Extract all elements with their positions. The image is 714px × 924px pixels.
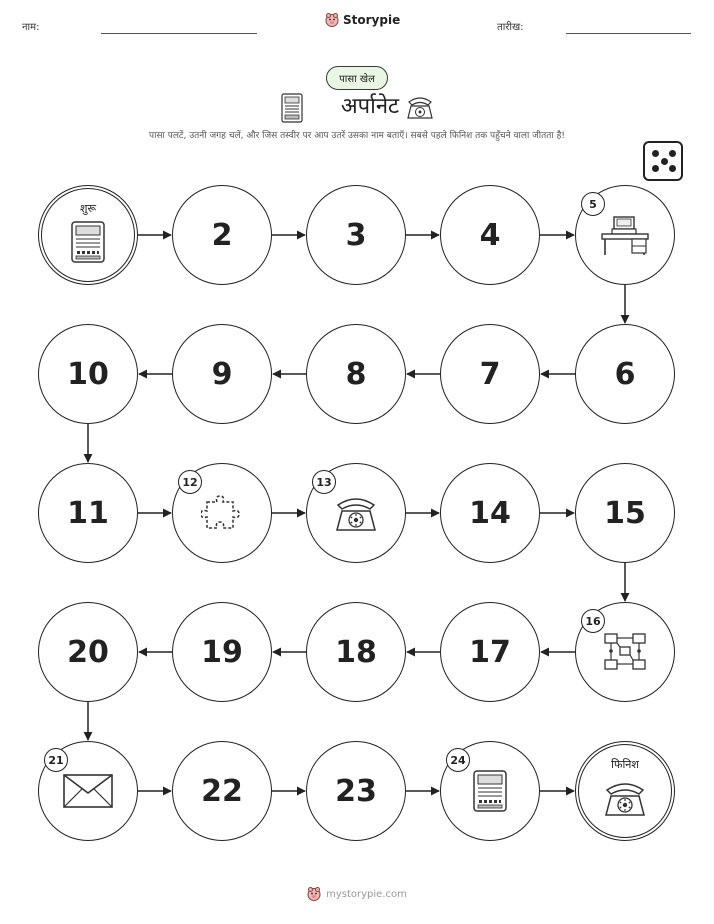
space-number: 10 — [67, 356, 109, 392]
board-space — [38, 602, 138, 702]
board-space — [172, 741, 272, 841]
board-space — [575, 324, 675, 424]
space-number-badge: 16 — [581, 609, 605, 633]
board-space — [172, 185, 272, 285]
pig-logo-icon — [307, 887, 321, 901]
space-number: 4 — [479, 217, 501, 253]
board-space — [575, 463, 675, 563]
finish-label: फिनिश — [611, 758, 639, 771]
space-number: 18 — [335, 634, 377, 670]
date-line[interactable] — [566, 33, 691, 34]
date-label: तारीख: — [497, 22, 524, 33]
space-number: 6 — [614, 356, 636, 392]
start-space — [38, 185, 138, 285]
board-space — [440, 602, 540, 702]
space-number: 15 — [604, 495, 646, 531]
board-space — [575, 602, 675, 702]
rotary-telephone-icon — [406, 94, 434, 120]
name-label: नाम: — [22, 22, 40, 33]
board-space — [306, 324, 406, 424]
space-number-badge: 13 — [312, 470, 336, 494]
start-label: शुरू — [79, 202, 97, 215]
space-number-badge: 5 — [581, 192, 605, 216]
rotary-telephone-icon — [334, 493, 378, 533]
footer — [0, 887, 714, 901]
board-space — [440, 324, 540, 424]
space-number: 8 — [345, 356, 367, 392]
space-number: 9 — [211, 356, 233, 392]
brand-logo — [325, 13, 400, 27]
board-space — [172, 324, 272, 424]
rotary-telephone-icon — [603, 764, 647, 818]
teleprinter-icon — [472, 769, 508, 813]
board-space — [306, 741, 406, 841]
teleprinter-icon — [281, 93, 303, 123]
space-number-badge: 24 — [446, 748, 470, 772]
board-space — [440, 741, 540, 841]
space-number: 20 — [67, 634, 109, 670]
board-space — [575, 185, 675, 285]
board-space — [38, 324, 138, 424]
space-number: 17 — [469, 634, 511, 670]
space-number: 19 — [201, 634, 243, 670]
pig-logo-icon — [325, 13, 339, 27]
space-number: 11 — [67, 495, 109, 531]
space-number: 7 — [479, 356, 501, 392]
name-line[interactable] — [101, 33, 257, 34]
space-number: 14 — [469, 495, 511, 531]
instructions-text: पासा पलटें, उतनी जगह चलें, और जिस तस्वीर पर आप उतरें उसका नाम बताएँ। सबसे पहले फिनिश तक पहुँचने वाला जीतता है! — [149, 131, 565, 141]
footer-site: mystorypie.com — [326, 888, 407, 900]
finish-space — [575, 741, 675, 841]
page-title: अर्पानेट — [340, 94, 400, 119]
network-diagram-icon — [601, 630, 649, 674]
puzzle-piece-icon — [201, 492, 243, 534]
board-space — [306, 463, 406, 563]
board-space — [306, 185, 406, 285]
envelope-icon — [62, 773, 114, 809]
space-number-badge: 21 — [44, 748, 68, 772]
board-space — [306, 602, 406, 702]
board-space — [440, 463, 540, 563]
computer-desk-icon — [600, 213, 650, 257]
board-space — [440, 185, 540, 285]
space-number: 23 — [335, 773, 377, 809]
space-number: 3 — [345, 217, 367, 253]
board-space — [172, 602, 272, 702]
board-space — [172, 463, 272, 563]
brand-name: Storypie — [343, 13, 401, 27]
space-number-badge: 12 — [178, 470, 202, 494]
game-type-badge: पासा खेल — [326, 66, 388, 90]
board-space — [38, 463, 138, 563]
board-space — [38, 741, 138, 841]
dice-icon — [643, 141, 683, 181]
space-number: 2 — [211, 217, 233, 253]
space-number: 22 — [201, 773, 243, 809]
